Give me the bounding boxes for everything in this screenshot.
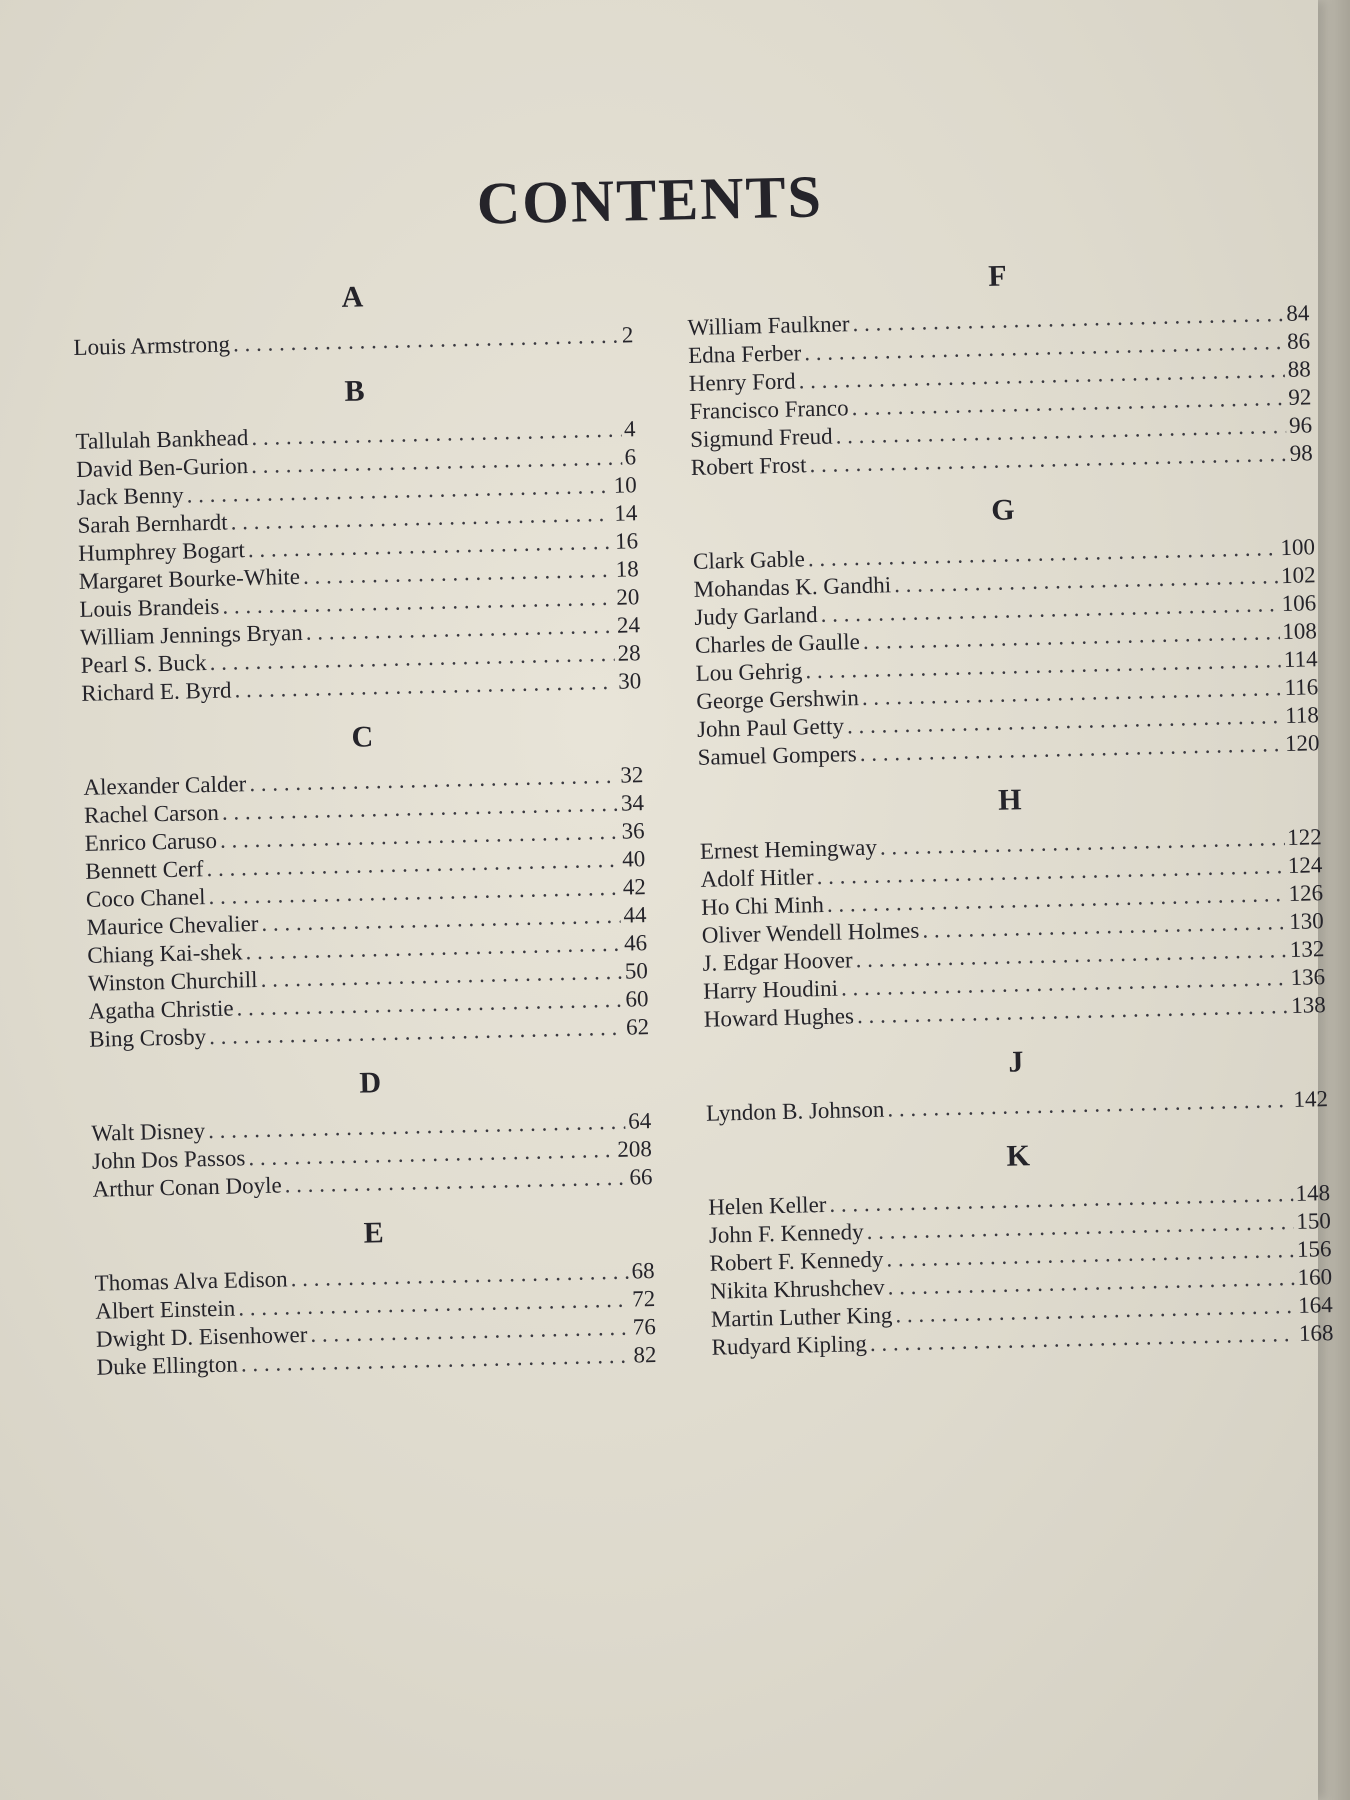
section-e bbox=[93, 1205, 657, 1382]
entry-name: J. Edgar Hoover bbox=[702, 947, 853, 976]
entry-page-number: 98 bbox=[1289, 440, 1313, 466]
entry-page-number: 132 bbox=[1289, 936, 1325, 962]
entry-page-number: 126 bbox=[1288, 880, 1324, 906]
entry-page-number: 32 bbox=[620, 762, 644, 788]
entry-page-number: 164 bbox=[1297, 1292, 1334, 1318]
entry-name: Helen Keller bbox=[707, 1191, 827, 1220]
entry-page-number: 44 bbox=[623, 902, 647, 928]
section-letter: E bbox=[363, 1216, 385, 1250]
entry-name: Judy Garland bbox=[694, 602, 818, 630]
entry-name: Oliver Wendell Holmes bbox=[701, 917, 920, 948]
page-title: CONTENTS bbox=[476, 163, 824, 237]
section-letter: B bbox=[344, 374, 365, 408]
entry-page-number: 208 bbox=[617, 1136, 653, 1162]
entry-page-number: 108 bbox=[1282, 618, 1318, 645]
entry-name: John Dos Passos bbox=[91, 1145, 246, 1174]
section-d bbox=[90, 1055, 653, 1204]
entry-page-number: 16 bbox=[614, 528, 639, 554]
entry-page-number: 34 bbox=[620, 790, 645, 816]
entry-name: George Gershwin bbox=[696, 685, 860, 714]
entry-page-number: 46 bbox=[623, 930, 648, 956]
entry-page-number: 14 bbox=[614, 500, 638, 526]
entry-page-number: 136 bbox=[1290, 964, 1326, 990]
entry-name: Rudyard Kipling bbox=[711, 1331, 868, 1360]
entry-page-number: 156 bbox=[1296, 1236, 1332, 1262]
entry-name: Charles de Gaulle bbox=[694, 629, 861, 658]
entry-page-number: 66 bbox=[629, 1164, 653, 1190]
entry-page-number: 76 bbox=[632, 1314, 657, 1340]
entry-name: Francisco Franco bbox=[689, 395, 849, 424]
entry-page-number: 6 bbox=[624, 444, 637, 470]
entry-page-number: 124 bbox=[1287, 852, 1323, 878]
section-letter: G bbox=[990, 493, 1015, 527]
entry-page-number: 10 bbox=[613, 472, 638, 498]
entry-name: Maurice Chevalier bbox=[86, 910, 259, 940]
entry-page-number: 114 bbox=[1283, 646, 1318, 673]
entry-name: David Ben-Gurion bbox=[75, 453, 249, 482]
entry-name: Samuel Gompers bbox=[697, 741, 857, 770]
entry-page-number: 86 bbox=[1286, 328, 1311, 354]
section-letter: F bbox=[987, 259, 1007, 293]
entry-page-number: 2 bbox=[621, 322, 634, 348]
entry-name: Pearl S. Buck bbox=[80, 650, 207, 678]
entry-name: Alexander Calder bbox=[83, 771, 247, 800]
entry-name: Bing Crosby bbox=[88, 1024, 207, 1052]
entry-name: Clark Gable bbox=[692, 546, 806, 574]
entry-page-number: 118 bbox=[1284, 702, 1320, 729]
section-g bbox=[692, 481, 1320, 772]
entry-page-number: 62 bbox=[625, 1014, 650, 1040]
entry-name: Dwight D. Eisenhower bbox=[95, 1321, 308, 1352]
entry-name: Richard E. Byrd bbox=[81, 677, 232, 706]
entry-name: John Paul Getty bbox=[696, 713, 845, 742]
entry-page-number: 130 bbox=[1288, 908, 1324, 934]
entry-name: Henry Ford bbox=[688, 368, 796, 396]
entry-name: Duke Ellington bbox=[96, 1351, 239, 1380]
entry-page-number: 116 bbox=[1284, 674, 1319, 701]
section-b bbox=[74, 363, 641, 708]
entry-name: Louis Brandeis bbox=[79, 593, 220, 622]
section-letter: K bbox=[1006, 1139, 1031, 1173]
entry-page-number: 50 bbox=[624, 958, 649, 984]
entry-page-number: 88 bbox=[1287, 356, 1311, 382]
entry-name: Ho Chi Minh bbox=[700, 891, 825, 920]
entry-name: Sigmund Freud bbox=[689, 423, 833, 452]
entry-page-number: 68 bbox=[631, 1258, 655, 1284]
section-k bbox=[707, 1127, 1334, 1362]
entry-name: Agatha Christie bbox=[88, 995, 234, 1024]
entry-name: Lou Gehrig bbox=[695, 658, 803, 686]
entry-name: Nikita Khrushchev bbox=[709, 1274, 885, 1304]
entry-page-number: 40 bbox=[621, 846, 646, 872]
entry-page-number: 36 bbox=[621, 818, 645, 844]
entry-name: Margaret Bourke-White bbox=[78, 563, 301, 594]
dot-leader bbox=[233, 322, 620, 359]
entry-name: Louis Armstrong bbox=[73, 331, 231, 360]
entry-name: Coco Chanel bbox=[85, 884, 206, 912]
entry-name: Robert Frost bbox=[690, 452, 807, 480]
entry-page-number: 84 bbox=[1286, 300, 1310, 326]
entry-name: Walt Disney bbox=[91, 1118, 206, 1146]
entry-page-number: 18 bbox=[615, 556, 639, 582]
entry-name: Tallulah Bankhead bbox=[75, 425, 249, 454]
section-letter: J bbox=[1008, 1045, 1024, 1079]
entry-page-number: 60 bbox=[625, 986, 649, 1012]
entry-page-number: 142 bbox=[1293, 1086, 1329, 1112]
entry-page-number: 106 bbox=[1281, 590, 1317, 617]
entry-page-number: 64 bbox=[627, 1108, 652, 1134]
entry-page-number: 96 bbox=[1288, 412, 1313, 438]
entry-page-number: 42 bbox=[622, 874, 647, 900]
contents-entry bbox=[73, 321, 633, 362]
entry-name: Howard Hughes bbox=[703, 1003, 855, 1032]
entry-page-number: 92 bbox=[1288, 384, 1312, 410]
dot-leader bbox=[887, 1086, 1291, 1123]
section-c bbox=[82, 709, 649, 1054]
entry-page-number: 20 bbox=[616, 584, 640, 610]
section-letter: H bbox=[997, 783, 1022, 817]
entry-name: Ernest Hemingway bbox=[699, 834, 878, 864]
entry-page-number: 24 bbox=[616, 612, 641, 638]
entry-name: Winston Churchill bbox=[87, 966, 258, 996]
entry-name: Harry Houdini bbox=[702, 975, 839, 1004]
entry-name: Humphrey Bogart bbox=[77, 537, 246, 566]
contents-column-right bbox=[686, 247, 1334, 1375]
section-f bbox=[686, 247, 1313, 482]
entry-name: Lyndon B. Johnson bbox=[705, 1096, 885, 1126]
entry-page-number: 138 bbox=[1290, 992, 1326, 1018]
section-letter: A bbox=[341, 280, 364, 314]
section-h bbox=[698, 771, 1326, 1034]
entry-name: Albert Einstein bbox=[95, 1295, 236, 1324]
entry-name: Chiang Kai-shek bbox=[86, 939, 243, 968]
entry-page-number: 160 bbox=[1297, 1264, 1333, 1290]
entry-name: Mohandas K. Gandhi bbox=[693, 572, 892, 602]
entry-page-number: 82 bbox=[633, 1342, 657, 1368]
entry-page-number: 122 bbox=[1286, 824, 1323, 850]
section-letter: D bbox=[359, 1066, 382, 1100]
entry-page-number: 148 bbox=[1295, 1180, 1331, 1206]
entry-page-number: 4 bbox=[623, 416, 636, 442]
entry-page-number: 168 bbox=[1298, 1320, 1334, 1346]
contents-column-left bbox=[72, 269, 657, 1395]
entry-page-number: 120 bbox=[1284, 730, 1320, 757]
entry-name: John F. Kennedy bbox=[708, 1219, 864, 1248]
entry-name: Thomas Alva Edison bbox=[94, 1266, 288, 1296]
entry-name: William Faulkner bbox=[687, 311, 850, 340]
entry-name: Arthur Conan Doyle bbox=[92, 1172, 282, 1202]
entry-page-number: 30 bbox=[617, 668, 642, 694]
entry-name: Martin Luther King bbox=[710, 1302, 893, 1332]
entry-name: Adolf Hitler bbox=[700, 864, 814, 892]
entry-page-number: 72 bbox=[631, 1286, 656, 1312]
entry-page-number: 150 bbox=[1295, 1208, 1332, 1234]
section-a bbox=[72, 269, 634, 362]
entry-name: Sarah Bernhardt bbox=[77, 509, 228, 538]
entry-name: Edna Ferber bbox=[687, 340, 802, 368]
entry-name: Jack Benny bbox=[76, 482, 184, 510]
section-j bbox=[705, 1033, 1329, 1128]
entry-page-number: 102 bbox=[1280, 562, 1316, 589]
entry-name: Enrico Caruso bbox=[84, 827, 218, 856]
entry-page-number: 28 bbox=[617, 640, 641, 666]
entry-name: Rachel Carson bbox=[83, 799, 220, 828]
entry-page-number: 100 bbox=[1280, 534, 1316, 561]
entry-name: Bennett Cerf bbox=[85, 856, 204, 884]
section-letter: C bbox=[351, 720, 374, 754]
contents-entry bbox=[706, 1085, 1328, 1128]
entry-name: William Jennings Bryan bbox=[79, 619, 303, 650]
entry-name: Robert F. Kennedy bbox=[709, 1246, 884, 1276]
